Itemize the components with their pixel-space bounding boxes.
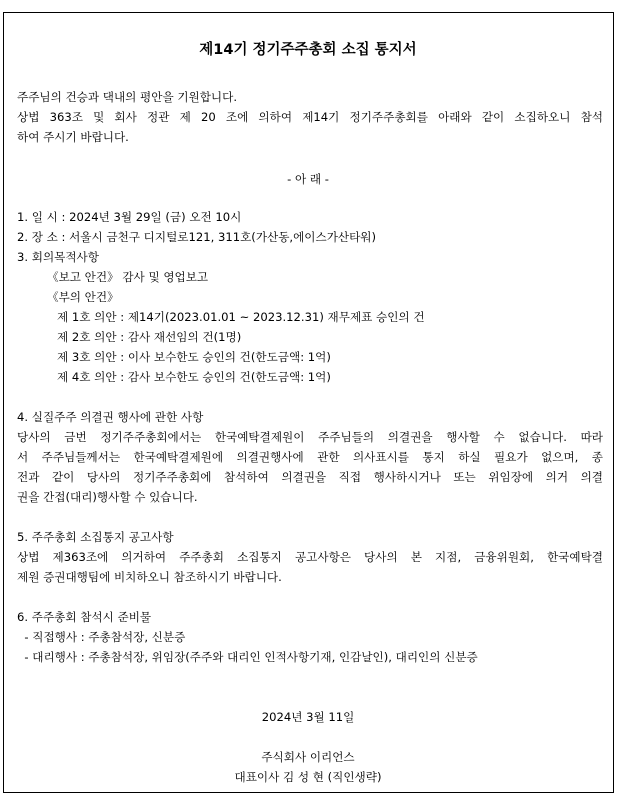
voting-rights-line: 당사의 금번 정기주주총회에서는 한국예탁결제원이 주주님들의 의결권을 행사할 수 없습니다. 따라 bbox=[17, 430, 603, 444]
voting-rights-line: 서 주주님들께서는 한국예탁결제원에 의결권행사에 관한 의사표시를 통지 하실 필요가 없으며, 종 bbox=[17, 450, 603, 464]
resolution-item: 제 1호 의안 : 제14기(2023.01.01 ~ 2023.12.31) 재무제표 승인의 건 bbox=[57, 310, 425, 324]
company-name: 주식회사 이리언스 bbox=[261, 750, 355, 764]
voting-rights-line: 권을 간접(대리)행사할 수 있습니다. bbox=[17, 490, 198, 504]
greeting-line: 상법 363조 및 회사 정관 제 20 조에 의하여 제14기 정기주주총회를 아래와 같이 소집하오니 참석 bbox=[17, 110, 603, 124]
greeting-line: 주주님의 건승과 댁내의 평안을 기원합니다. bbox=[17, 90, 238, 104]
public-notice-heading: 5. 주주총회 소집통지 공고사항 bbox=[17, 530, 174, 544]
notice-date: 2024년 3월 11일 bbox=[261, 710, 355, 724]
attendance-direct: - 직접행사 : 주총참석장, 신분증 bbox=[17, 630, 186, 644]
report-agenda: 《보고 안건》 감사 및 영업보고 bbox=[47, 270, 209, 284]
meeting-datetime: 1. 일 시 : 2024년 3월 29일 (금) 오전 10시 bbox=[17, 210, 242, 224]
resolution-item: 제 3호 의안 : 이사 보수한도 승인의 건(한도금액: 1억) bbox=[57, 350, 331, 364]
voting-rights-line: 전과 같이 당사의 정기주주총회에 참석하여 의결권을 직접 행사하시거나 또는 위임장에 의거 의결 bbox=[17, 470, 603, 484]
attendance-proxy: - 대리행사 : 주총참석장, 위임장(주주와 대리인 인적사항기재, 인감날인), 대리인의 신분증 bbox=[17, 650, 478, 664]
resolution-item: 제 2호 의안 : 감사 재선임의 건(1명) bbox=[57, 330, 242, 344]
greeting-line: 하여 주시기 바랍니다. bbox=[17, 130, 129, 144]
meeting-location: 2. 장 소 : 서울시 금천구 디지털로121, 311호(가산동,에이스가산타워) bbox=[17, 230, 377, 244]
document-title: 제14기 정기주주총회 소집 통지서 bbox=[199, 42, 417, 58]
public-notice-line: 상법 제363조에 의거하여 주주총회 소집통지 공고사항은 당사의 본 지점, 금융위원회, 한국예탁결 bbox=[17, 550, 603, 564]
attendance-heading: 6. 주주총회 참석시 준비물 bbox=[17, 610, 152, 624]
public-notice-line: 제원 증권대행팀에 비치하오니 참조하시기 바랍니다. bbox=[17, 570, 282, 584]
resolution-item: 제 4호 의안 : 감사 보수한도 승인의 건(한도금액: 1억) bbox=[57, 370, 331, 384]
voting-rights-heading: 4. 실질주주 의결권 행사에 관한 사항 bbox=[17, 410, 204, 424]
below-marker: - 아 래 - bbox=[287, 172, 329, 186]
agenda-heading: 3. 회의목적사항 bbox=[17, 250, 99, 264]
resolution-heading: 《부의 안건》 bbox=[47, 290, 119, 304]
ceo-name: 대표이사 김 성 현 (직인생략) bbox=[234, 770, 382, 784]
